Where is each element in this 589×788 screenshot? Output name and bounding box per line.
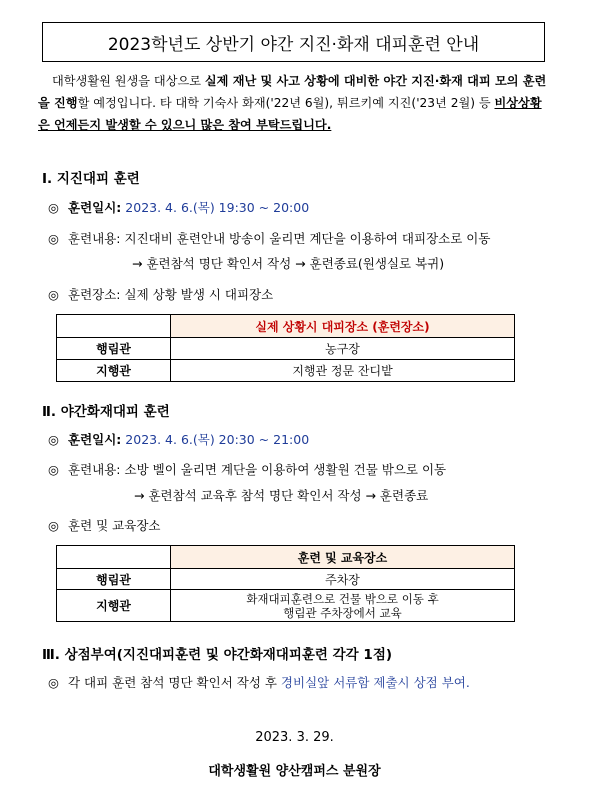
intro-paragraph — [38, 70, 553, 136]
document-signature: 대학생활원 양산캠퍼스 분원장 — [208, 764, 381, 779]
section1-content-label: 훈련내용: — [68, 231, 121, 246]
section1-heading: Ⅰ. 지진대피 훈련 — [42, 171, 140, 187]
section1-date-label: 훈련일시: — [68, 200, 122, 215]
section1-row1-name: 행림관 — [57, 338, 171, 360]
circle-marker-icon: ◎ — [48, 675, 59, 690]
section2-date-label: 훈련일시: — [68, 432, 122, 447]
table-header-row — [57, 546, 515, 569]
section2-row2-value-line1: 화재대피훈련으로 건물 밖으로 이동 후 — [246, 591, 439, 606]
section2-place-label: 훈련 및 교육장소 — [68, 518, 161, 533]
circle-marker-icon: ◎ — [48, 200, 59, 215]
section2-row2-value — [171, 590, 515, 622]
document-title-text: 2023학년도 상반기 야간 지진·화재 대피훈련 안내 — [107, 34, 480, 55]
section2-row1-value: 주차장 — [171, 569, 515, 590]
section2-content-value: 소방 벨이 울리면 계단을 이용하여 생활원 건물 밖으로 이동 — [124, 462, 447, 477]
circle-marker-icon: ◎ — [48, 518, 59, 533]
section3-heading: Ⅲ. 상점부여(지진대피훈련 및 야간화재대피훈련 각각 1점) — [42, 647, 393, 663]
intro-bold-2: 비상상황은 언제든지 발생할 수 있으니 많은 참여 부탁드립니다. — [38, 96, 542, 132]
section1-row1-value: 농구장 — [171, 338, 515, 360]
circle-marker-icon: ◎ — [48, 432, 59, 447]
circle-marker-icon: ◎ — [48, 287, 59, 302]
table-row — [57, 569, 515, 590]
section2-place-item — [48, 516, 160, 534]
section2-heading: Ⅱ. 야간화재대피 훈련 — [42, 404, 170, 420]
circle-marker-icon: ◎ — [48, 231, 59, 246]
section1-place-value: 실제 상황 발생 시 대피장소 — [124, 287, 274, 302]
section1-row2-value: 지행관 정문 잔디밭 — [171, 360, 515, 382]
section3-item — [48, 673, 470, 691]
document-title — [42, 22, 545, 62]
table-header-row — [57, 315, 515, 338]
section2-content-item — [48, 460, 446, 478]
section2-table — [56, 545, 515, 622]
section2-row1-name: 행림관 — [57, 569, 171, 590]
table-row — [57, 590, 515, 622]
section1-place-label: 훈련장소: — [68, 287, 121, 302]
section1-row2-name: 지행관 — [57, 360, 171, 382]
section2-content-label: 훈련내용: — [68, 462, 121, 477]
section1-table — [56, 314, 515, 382]
section1-date-value: 2023. 4. 6.(목) 19:30 ~ 20:00 — [125, 200, 310, 215]
section2-date-value: 2023. 4. 6.(목) 20:30 ~ 21:00 — [125, 432, 310, 447]
circle-marker-icon: ◎ — [48, 462, 59, 477]
section2-table-header: 훈련 및 교육장소 — [171, 546, 515, 569]
section1-date-item — [48, 198, 309, 216]
intro-text-1: 대학생활원 원생을 대상으로 — [52, 74, 205, 88]
section1-place-item — [48, 285, 273, 303]
section2-content-continuation: → 훈련참석 교육후 참석 명단 확인서 작성 → 훈련종료 — [134, 488, 429, 503]
section1-content-item — [48, 229, 490, 247]
section3-text-blue: 경비실앞 서류함 제출시 상점 부여. — [280, 675, 470, 690]
table-row — [57, 360, 515, 382]
intro-text-2: 할 예정입니다. 타 대학 기숙사 화재('22년 6월), 튀르키예 지진('23년 2월) 등 — [77, 96, 495, 110]
section2-row2-name: 지행관 — [57, 590, 171, 622]
section2-date-item — [48, 430, 309, 448]
document-date: 2023. 3. 29. — [255, 730, 334, 745]
intro-bold-1: 실제 재난 및 사고 상황에 대비한 야간 지진·화재 대피 모의 훈련을 진행 — [38, 74, 547, 110]
section1-table-header: 실제 상황시 대피장소 (훈련장소) — [171, 315, 515, 338]
section3-text: 각 대피 훈련 참석 명단 확인서 작성 후 — [68, 675, 281, 690]
section1-content-value: 지진대비 훈련안내 방송이 울리면 계단을 이용하여 대피장소로 이동 — [124, 231, 491, 246]
section1-content-continuation: → 훈련참석 명단 확인서 작성 → 훈련종료(원생실로 복귀) — [132, 256, 445, 271]
section2-row2-value-line2: 행림관 주차장에서 교육 — [283, 605, 402, 620]
table-row — [57, 338, 515, 360]
